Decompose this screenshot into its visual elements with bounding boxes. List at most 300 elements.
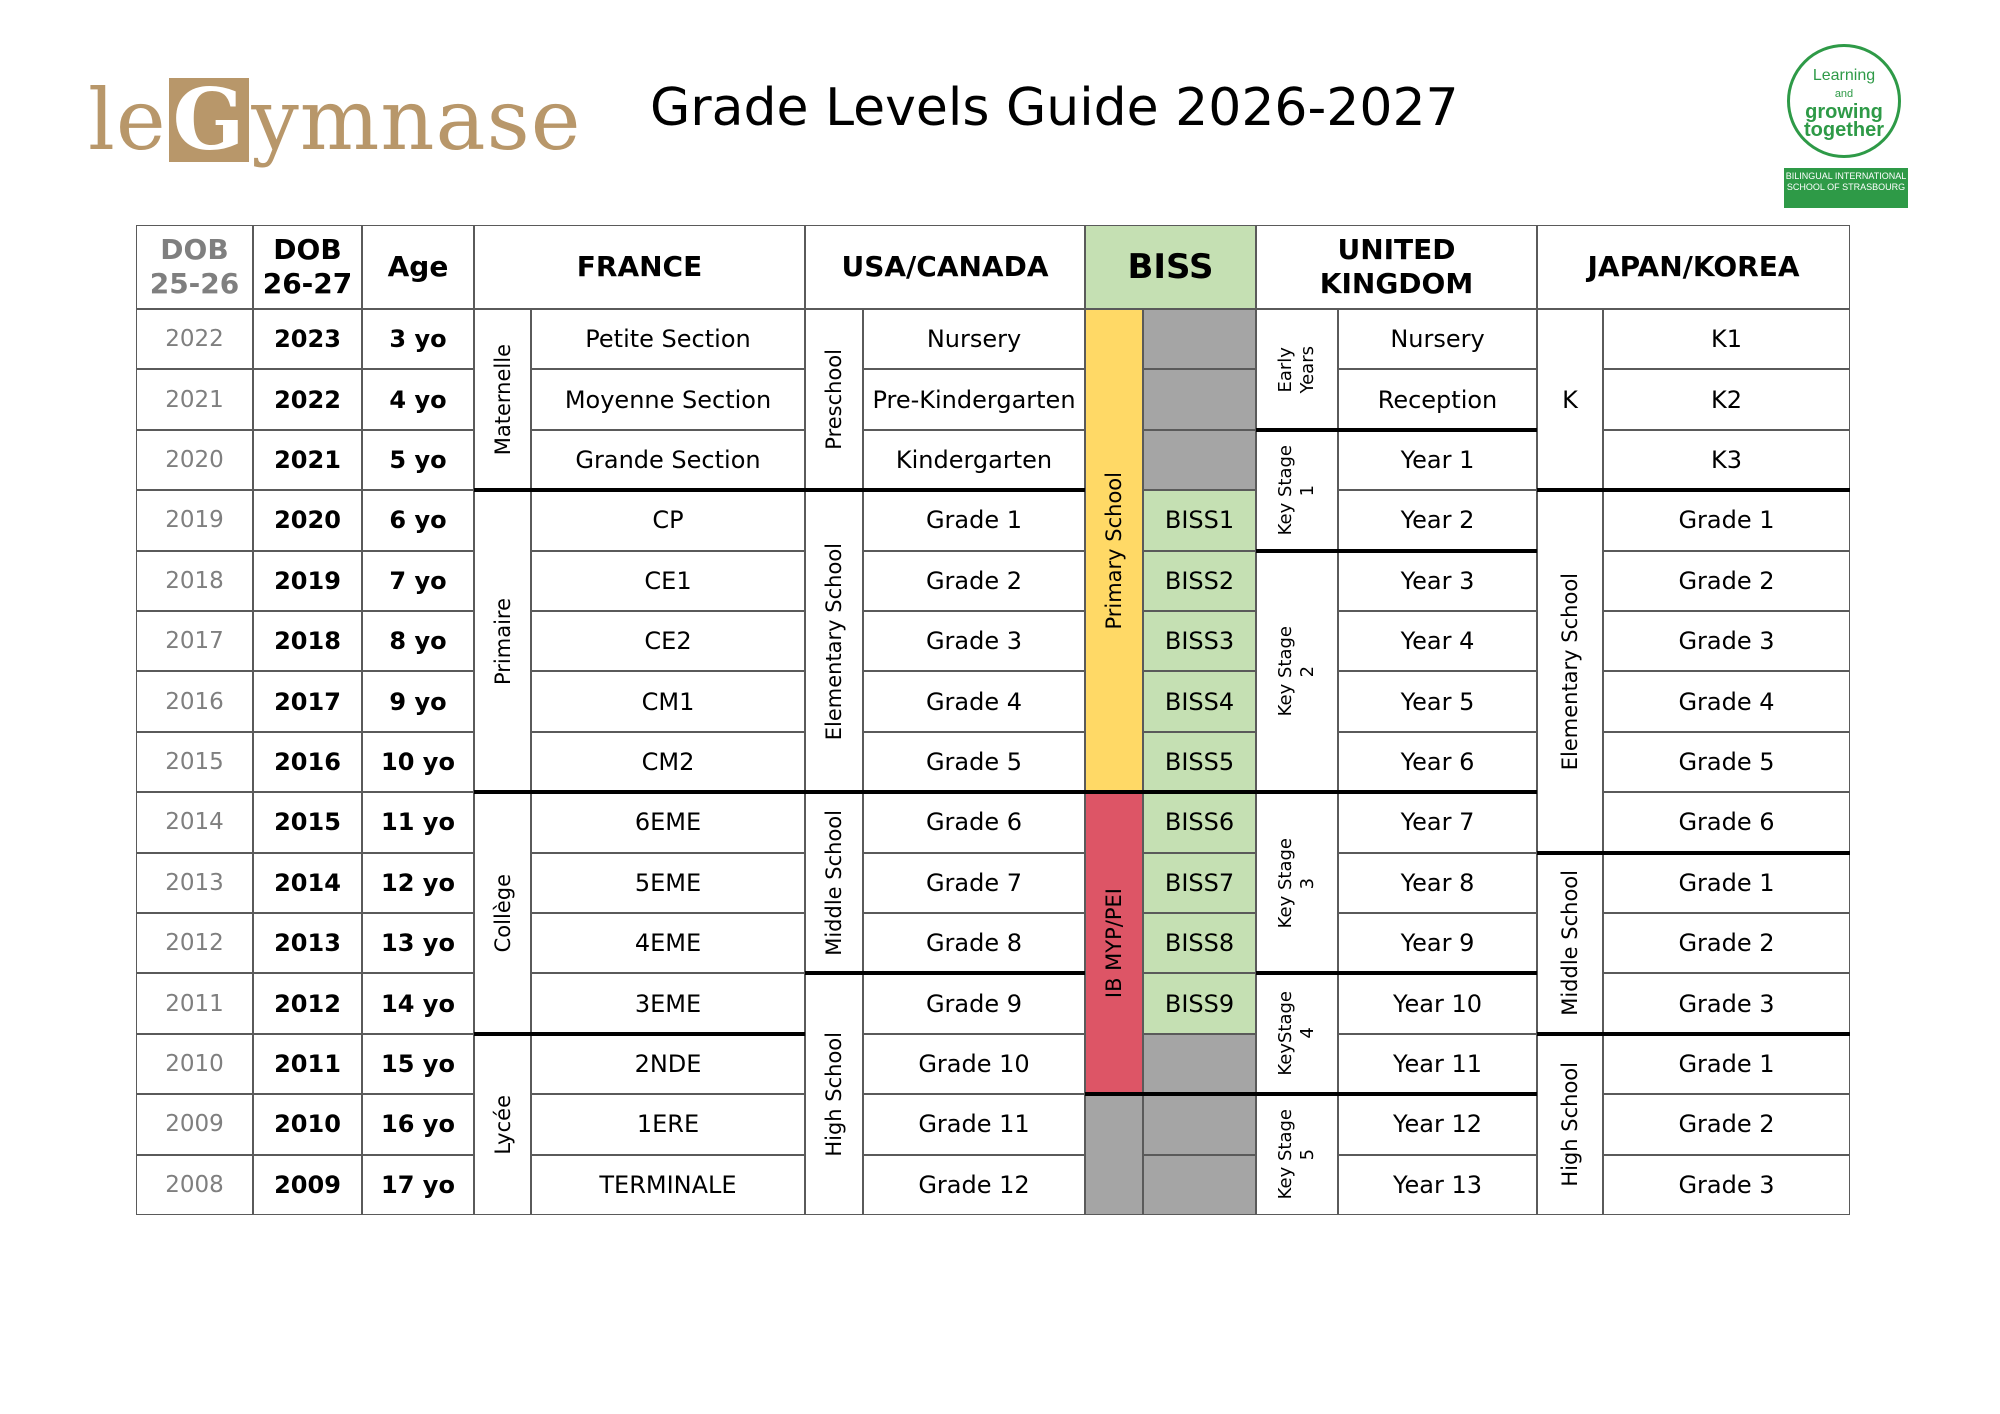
section-divider [805, 488, 1085, 492]
header-age-text: Age [387, 250, 449, 284]
japan-grade-cell-text: K3 [1710, 445, 1742, 474]
dob-25-26-cell-text: 2012 [165, 930, 224, 957]
france-grade-cell-text: 5EME [634, 868, 702, 897]
uk-grade-cell [1338, 913, 1537, 973]
dob-26-27-cell-text: 2023 [274, 325, 341, 354]
age-cell-text: 7 yo [389, 566, 447, 595]
age-cell [362, 551, 474, 611]
usa-grade-cell [863, 973, 1085, 1033]
section-divider [1537, 488, 1850, 492]
france-grade-cell [531, 973, 805, 1033]
header-biss-text: BISS [1127, 246, 1214, 287]
biss-grade-cell [1143, 309, 1256, 369]
uk-groups-label [1256, 1094, 1338, 1215]
section-divider [1537, 1032, 1850, 1036]
jp-groups-label [1537, 853, 1603, 1034]
dob-25-26-cell [136, 1034, 253, 1094]
france-grade-cell-text: Moyenne Section [564, 385, 772, 414]
uk-grade-cell [1338, 490, 1537, 550]
dob-26-27-cell [253, 309, 362, 369]
header-france [474, 225, 805, 309]
france-groups-label-text: Lycée [490, 1094, 515, 1155]
japan-grade-cell-text: K1 [1710, 325, 1742, 354]
usa-grade-cell [863, 732, 1085, 792]
france-grade-cell-text: CP [652, 506, 684, 535]
uk-grade-cell [1338, 1034, 1537, 1094]
usa-grade-cell-text: Grade 10 [918, 1049, 1030, 1078]
dob-26-27-cell-text: 2011 [274, 1049, 341, 1078]
usa-grade-cell-text: Grade 11 [918, 1110, 1030, 1139]
japan-grade-cell-text: Grade 4 [1678, 687, 1775, 716]
age-cell-text: 14 yo [381, 989, 455, 1018]
dob-25-26-cell-text: 2014 [165, 809, 224, 836]
biss-grade-cell-text: BISS2 [1164, 566, 1235, 595]
japan-grade-cell [1603, 671, 1850, 731]
japan-grade-cell [1603, 1094, 1850, 1154]
section-divider [1256, 971, 1537, 975]
dob-26-27-cell-text: 2019 [274, 566, 341, 595]
header-usa-canada-text: USA/CANADA [841, 250, 1049, 284]
france-grade-cell [531, 671, 805, 731]
uk-grade-cell-text: Year 11 [1393, 1049, 1482, 1078]
france-grade-cell-text: 2NDE [634, 1049, 702, 1078]
uk-grade-cell [1338, 1155, 1537, 1215]
dob-26-27-cell-text: 2009 [274, 1170, 341, 1199]
usa-groups-label [805, 792, 863, 973]
france-grade-cell [531, 1094, 805, 1154]
usa-groups-label [805, 973, 863, 1215]
usa-grade-cell-text: Pre-Kindergarten [872, 385, 1076, 414]
uk-grade-cell-text: Year 10 [1393, 989, 1482, 1018]
dob-26-27-cell [253, 732, 362, 792]
dob-25-26-cell-text: 2021 [165, 386, 224, 413]
uk-grade-cell-text: Reception [1377, 385, 1498, 414]
japan-grade-cell-text: Grade 6 [1678, 808, 1775, 837]
dob-25-26-cell [136, 1155, 253, 1215]
section-divider [805, 790, 1085, 794]
dob-26-27-cell-text: 2016 [274, 747, 341, 776]
japan-grade-cell-text: Grade 1 [1678, 1049, 1775, 1078]
biss-grade-cell-text: BISS1 [1164, 506, 1235, 535]
biss-grade-cell-text: BISS8 [1164, 929, 1235, 958]
age-cell [362, 671, 474, 731]
biss-grade-cell-text: BISS6 [1164, 808, 1235, 837]
japan-grade-cell-text: K2 [1710, 385, 1742, 414]
france-grade-cell-text: CE2 [644, 627, 692, 656]
age-cell-text: 15 yo [381, 1049, 455, 1078]
dob-26-27-cell [253, 792, 362, 852]
biss-grade-cell [1143, 551, 1256, 611]
uk-groups-label [1256, 430, 1338, 551]
france-grade-cell-text: 6EME [634, 808, 702, 837]
usa-grade-cell [863, 490, 1085, 550]
uk-grade-cell [1338, 973, 1537, 1033]
header-japan-korea-text: JAPAN/KOREA [1587, 250, 1800, 284]
japan-grade-cell-text: Grade 3 [1678, 627, 1775, 656]
france-groups-label-text: Primaire [490, 597, 515, 685]
biss-grade-cell [1143, 671, 1256, 731]
age-cell [362, 369, 474, 429]
biss-grade-cell [1143, 369, 1256, 429]
uk-groups-label-text: Early Years [1275, 345, 1318, 394]
dob-26-27-cell-text: 2014 [274, 868, 341, 897]
dob-25-26-cell-text: 2020 [165, 446, 224, 473]
age-cell-text: 11 yo [381, 808, 455, 837]
dob-25-26-cell-text: 2011 [165, 990, 224, 1017]
age-cell-text: 5 yo [389, 445, 447, 474]
biss-grade-cell-text: BISS9 [1164, 989, 1235, 1018]
dob-26-27-cell [253, 1034, 362, 1094]
header-france-text: FRANCE [576, 250, 703, 284]
dob-26-27-cell [253, 973, 362, 1033]
uk-grade-cell-text: Year 5 [1400, 687, 1475, 716]
uk-grade-cell-text: Year 13 [1393, 1170, 1482, 1199]
age-cell-text: 3 yo [389, 325, 447, 354]
usa-groups-label-text: Elementary School [822, 542, 846, 740]
dob-25-26-cell-text: 2016 [165, 688, 224, 715]
japan-grade-cell [1603, 430, 1850, 490]
france-grade-cell [531, 792, 805, 852]
japan-grade-cell [1603, 792, 1850, 852]
header-age [362, 225, 474, 309]
dob-26-27-cell-text: 2010 [274, 1110, 341, 1139]
usa-groups-label [805, 309, 863, 490]
jp-groups-label-text: Elementary School [1558, 572, 1582, 771]
biss-groups-label [1085, 792, 1143, 1094]
uk-groups-label [1256, 792, 1338, 973]
age-cell [362, 490, 474, 550]
section-divider [474, 1032, 805, 1036]
biss-grade-cell-text: BISS4 [1164, 687, 1235, 716]
section-divider [474, 488, 805, 492]
usa-grade-cell-text: Nursery [926, 325, 1022, 354]
japan-grade-cell-text: Grade 3 [1678, 1170, 1775, 1199]
biss-grade-cell-text: BISS7 [1164, 868, 1235, 897]
dob-26-27-cell [253, 551, 362, 611]
age-cell [362, 1034, 474, 1094]
japan-grade-cell [1603, 490, 1850, 550]
france-grade-cell-text: CM2 [641, 747, 695, 776]
biss-groups-label-text: Primary School [1102, 471, 1126, 630]
dob-25-26-cell [136, 490, 253, 550]
usa-grade-cell [863, 913, 1085, 973]
usa-grade-cell [863, 671, 1085, 731]
uk-grade-cell [1338, 309, 1537, 369]
usa-grade-cell-text: Grade 6 [925, 808, 1023, 837]
header-dob-25-26 [136, 225, 253, 309]
usa-grade-cell-text: Grade 8 [925, 929, 1023, 958]
france-groups-label [474, 1034, 531, 1215]
dob-26-27-cell [253, 1155, 362, 1215]
dob-26-27-cell [253, 430, 362, 490]
dob-26-27-cell [253, 611, 362, 671]
section-divider [1256, 790, 1537, 794]
dob-25-26-cell-text: 2009 [165, 1111, 224, 1138]
dob-26-27-cell-text: 2022 [274, 385, 341, 414]
dob-26-27-cell-text: 2018 [274, 627, 341, 656]
uk-groups-label [1256, 309, 1338, 430]
age-cell [362, 309, 474, 369]
dob-25-26-cell [136, 430, 253, 490]
japan-grade-cell [1603, 1155, 1850, 1215]
france-grade-cell-text: TERMINALE [599, 1170, 737, 1199]
uk-grade-cell-text: Year 8 [1400, 868, 1475, 897]
header-japan-korea [1537, 225, 1850, 309]
usa-grade-cell-text: Grade 3 [925, 627, 1023, 656]
usa-groups-label-text: High School [822, 1031, 846, 1157]
france-grade-cell-text: CE1 [644, 566, 692, 595]
age-cell-text: 12 yo [381, 868, 455, 897]
age-cell [362, 1155, 474, 1215]
france-groups-label [474, 309, 531, 490]
japan-grade-cell-text: Grade 1 [1678, 506, 1775, 535]
age-cell-text: 6 yo [389, 506, 447, 535]
dob-25-26-cell [136, 551, 253, 611]
age-cell [362, 611, 474, 671]
uk-grade-cell-text: Nursery [1390, 325, 1485, 354]
france-grade-cell [531, 611, 805, 671]
jp-groups-label-text: High School [1558, 1062, 1582, 1187]
japan-grade-cell-text: Grade 3 [1678, 989, 1775, 1018]
dob-25-26-cell [136, 973, 253, 1033]
japan-grade-cell [1603, 611, 1850, 671]
uk-grade-cell-text: Year 4 [1400, 627, 1475, 656]
dob-26-27-cell [253, 490, 362, 550]
uk-groups-label-text: Key Stage 5 [1275, 1109, 1318, 1200]
biss-grade-cell [1143, 792, 1256, 852]
dob-26-27-cell [253, 1094, 362, 1154]
dob-25-26-cell [136, 913, 253, 973]
biss-groups-label [1085, 1094, 1143, 1215]
japan-grade-cell [1603, 853, 1850, 913]
japan-grade-cell-text: Grade 2 [1678, 929, 1775, 958]
header-dob-25-26-text: DOB 25-26 [149, 233, 240, 300]
dob-26-27-cell [253, 853, 362, 913]
uk-groups-label [1256, 551, 1338, 793]
dob-25-26-cell [136, 792, 253, 852]
section-divider [1256, 549, 1537, 553]
dob-26-27-cell-text: 2013 [274, 929, 341, 958]
france-grade-cell-text: 1ERE [636, 1110, 700, 1139]
japan-grade-cell [1603, 913, 1850, 973]
usa-grade-cell [863, 792, 1085, 852]
usa-grade-cell [863, 611, 1085, 671]
dob-26-27-cell-text: 2012 [274, 989, 341, 1018]
japan-grade-cell [1603, 732, 1850, 792]
dob-26-27-cell-text: 2021 [274, 445, 341, 474]
uk-grade-cell-text: Year 2 [1400, 506, 1475, 535]
dob-25-26-cell-text: 2018 [165, 567, 224, 594]
france-grade-cell [531, 430, 805, 490]
age-cell [362, 913, 474, 973]
section-divider [1085, 1092, 1256, 1096]
uk-grade-cell-text: Year 9 [1400, 929, 1475, 958]
age-cell-text: 17 yo [381, 1170, 455, 1199]
usa-grade-cell [863, 551, 1085, 611]
dob-26-27-cell-text: 2015 [274, 808, 341, 837]
france-grade-cell [531, 369, 805, 429]
japan-grade-cell-text: Grade 2 [1678, 1110, 1775, 1139]
age-cell [362, 792, 474, 852]
uk-grade-cell [1338, 369, 1537, 429]
biss-grade-cell [1143, 1155, 1256, 1215]
biss-grade-cell [1143, 913, 1256, 973]
uk-grade-cell [1338, 1094, 1537, 1154]
france-grade-cell [531, 1034, 805, 1094]
usa-grade-cell-text: Grade 1 [925, 506, 1023, 535]
biss-grade-cell [1143, 732, 1256, 792]
france-grade-cell [531, 551, 805, 611]
france-grade-cell-text: 3EME [634, 989, 702, 1018]
france-groups-label-text: Maternelle [490, 343, 515, 456]
france-groups-label [474, 490, 531, 792]
uk-groups-label-text: KeyStage 4 [1275, 991, 1318, 1077]
usa-grade-cell [863, 1034, 1085, 1094]
dob-25-26-cell [136, 611, 253, 671]
usa-grade-cell [863, 853, 1085, 913]
age-cell-text: 10 yo [381, 747, 455, 776]
header-biss [1085, 225, 1256, 309]
uk-grade-cell [1338, 853, 1537, 913]
uk-groups-label [1256, 973, 1338, 1094]
biss-grade-cell [1143, 611, 1256, 671]
jp-groups-label [1537, 309, 1603, 490]
header-dob-26-27-text: DOB 26-27 [262, 233, 353, 300]
biss-groups-label-text: IB MYP/PEI [1102, 888, 1126, 999]
uk-grade-cell [1338, 671, 1537, 731]
usa-groups-label-text: Middle School [822, 809, 846, 956]
usa-grade-cell-text: Kindergarten [895, 445, 1053, 474]
section-divider [1256, 428, 1537, 432]
age-cell [362, 973, 474, 1033]
biss-grade-cell [1143, 1094, 1256, 1154]
usa-grade-cell [863, 1094, 1085, 1154]
biss-grade-cell [1143, 853, 1256, 913]
age-cell-text: 9 yo [389, 687, 447, 716]
japan-grade-cell-text: Grade 2 [1678, 566, 1775, 595]
age-cell [362, 732, 474, 792]
usa-grade-cell [863, 369, 1085, 429]
usa-grade-cell-text: Grade 2 [925, 566, 1023, 595]
biss-grade-cell [1143, 973, 1256, 1033]
france-grade-cell [531, 490, 805, 550]
section-divider [805, 971, 1085, 975]
france-grade-cell [531, 309, 805, 369]
usa-grade-cell [863, 430, 1085, 490]
header-united-kingdom [1256, 225, 1537, 309]
age-cell-text: 8 yo [389, 627, 447, 656]
section-divider [474, 790, 805, 794]
france-grade-cell-text: CM1 [641, 687, 695, 716]
france-grade-cell [531, 732, 805, 792]
japan-grade-cell [1603, 973, 1850, 1033]
france-grade-cell-text: 4EME [634, 929, 702, 958]
dob-25-26-cell-text: 2008 [165, 1171, 224, 1198]
section-divider [1537, 851, 1850, 855]
dob-25-26-cell [136, 309, 253, 369]
jp-groups-label [1537, 490, 1603, 852]
dob-26-27-cell [253, 913, 362, 973]
dob-26-27-cell [253, 369, 362, 429]
france-grade-cell [531, 853, 805, 913]
france-grade-cell-text: Grande Section [575, 445, 761, 474]
uk-groups-label-text: Key Stage 2 [1275, 626, 1318, 717]
usa-grade-cell [863, 309, 1085, 369]
dob-25-26-cell-text: 2015 [165, 748, 224, 775]
japan-grade-cell [1603, 551, 1850, 611]
dob-25-26-cell-text: 2017 [165, 628, 224, 655]
uk-grade-cell-text: Year 1 [1400, 445, 1475, 474]
dob-26-27-cell-text: 2020 [274, 506, 341, 535]
uk-grade-cell [1338, 430, 1537, 490]
dob-25-26-cell [136, 1094, 253, 1154]
header-dob-26-27 [253, 225, 362, 309]
dob-26-27-cell [253, 671, 362, 731]
uk-groups-label-text: Key Stage 1 [1275, 445, 1318, 536]
age-cell [362, 853, 474, 913]
biss-grade-cell [1143, 490, 1256, 550]
uk-grade-cell [1338, 551, 1537, 611]
jp-groups-label [1537, 1034, 1603, 1215]
dob-25-26-cell-text: 2013 [165, 869, 224, 896]
biss-grade-cell [1143, 430, 1256, 490]
dob-25-26-cell-text: 2019 [165, 507, 224, 534]
dob-25-26-cell [136, 671, 253, 731]
logo-circle: Learning and growing together [1787, 44, 1901, 158]
age-cell [362, 430, 474, 490]
uk-grade-cell [1338, 792, 1537, 852]
dob-25-26-cell [136, 732, 253, 792]
uk-grade-cell-text: Year 3 [1400, 566, 1475, 595]
dob-25-26-cell-text: 2010 [165, 1050, 224, 1077]
uk-grade-cell-text: Year 12 [1393, 1110, 1482, 1139]
header-united-kingdom-text: UNITED KINGDOM [1319, 233, 1474, 300]
biss-grade-cell [1143, 1034, 1256, 1094]
uk-groups-label-text: Key Stage 3 [1275, 837, 1318, 928]
usa-grade-cell-text: Grade 7 [925, 868, 1023, 897]
france-groups-label [474, 792, 531, 1034]
france-grade-cell-text: Petite Section [585, 325, 751, 354]
section-divider [1256, 1092, 1537, 1096]
age-cell-text: 16 yo [381, 1110, 455, 1139]
usa-groups-label-text: Preschool [822, 349, 846, 450]
usa-grade-cell-text: Grade 5 [925, 747, 1023, 776]
japan-grade-cell [1603, 309, 1850, 369]
uk-grade-cell [1338, 611, 1537, 671]
japan-grade-cell-text: Grade 5 [1678, 747, 1775, 776]
uk-grade-cell-text: Year 6 [1400, 747, 1475, 776]
dob-25-26-cell [136, 369, 253, 429]
le-gymnase-logo: leGymnase [88, 70, 582, 169]
usa-grade-cell [863, 1155, 1085, 1215]
uk-grade-cell-text: Year 7 [1400, 808, 1475, 837]
biss-groups-label [1085, 309, 1143, 792]
dob-25-26-cell [136, 853, 253, 913]
france-grade-cell [531, 913, 805, 973]
japan-grade-cell-text: Grade 1 [1678, 868, 1775, 897]
header-usa-canada [805, 225, 1085, 309]
usa-groups-label [805, 490, 863, 792]
usa-grade-cell-text: Grade 4 [925, 687, 1023, 716]
age-cell [362, 1094, 474, 1154]
biss-grade-cell-text: BISS3 [1164, 627, 1235, 656]
dob-25-26-cell-text: 2022 [165, 326, 224, 353]
japan-grade-cell [1603, 369, 1850, 429]
biss-grade-cell-text: BISS5 [1164, 747, 1235, 776]
page-title: Grade Levels Guide 2026-2027 [650, 78, 1459, 138]
jp-groups-label-text: Middle School [1558, 870, 1582, 1017]
france-grade-cell [531, 1155, 805, 1215]
